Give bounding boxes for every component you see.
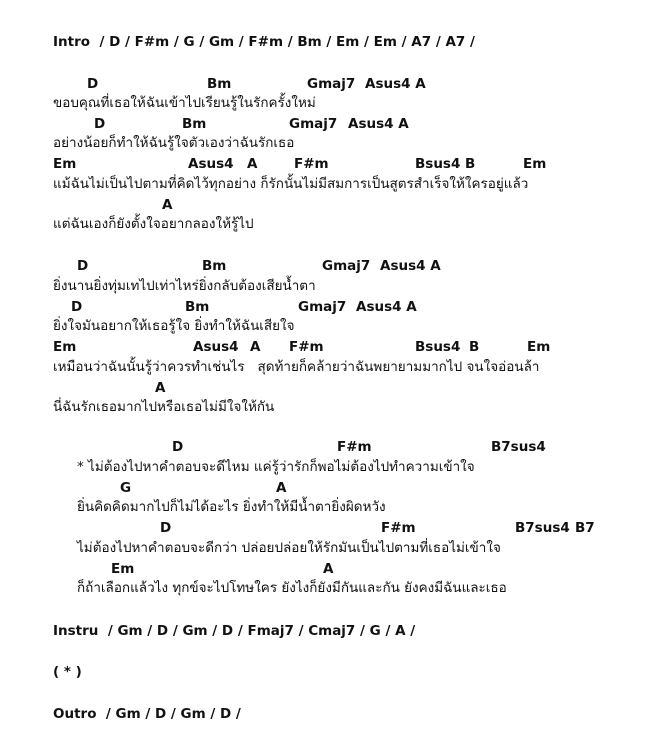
chord: B7sus4 <box>515 520 570 536</box>
chord: B7 <box>575 520 595 536</box>
chord: Bsus4 <box>415 339 461 355</box>
chord: A <box>155 380 166 396</box>
chord: Bm <box>185 299 210 315</box>
repeat-chorus-marker: ( * ) <box>53 664 82 680</box>
lyric-line: แม้ฉันไม่เป็นไปตามที่คิดไว้ทุกอย่าง ก็รักนั้นไม่มีสมการเป็นสูตรสำเร็จให้ใครอยู่แล้ว <box>53 176 529 192</box>
chord: D <box>172 439 184 455</box>
chord: Bm <box>207 76 232 92</box>
chord: A <box>276 480 287 496</box>
chord: Bsus4 <box>415 156 461 172</box>
chord: Gmaj7 <box>322 258 371 274</box>
chord: Em <box>111 561 135 577</box>
chord: Em <box>523 156 547 172</box>
lyric-line: แต่ฉันเองก็ยังตั้งใจอยากลองให้รู้ไป <box>53 216 254 232</box>
lyric-line: ไม่ต้องไปหาคำตอบจะดีกว่า ปล่อยปล่อยให้รักมันเป็นไปตามที่เธอไม่เข้าใจ <box>77 540 501 556</box>
chord: Em <box>527 339 551 355</box>
chord: B7sus4 <box>491 439 546 455</box>
lyric-line: ขอบคุณที่เธอให้ฉันเข้าไปเรียนรู้ในรักครั้งใหม่ <box>53 95 316 111</box>
chord: F#m <box>289 339 324 355</box>
chord: B <box>469 339 480 355</box>
outro-label: Outro <box>53 706 97 722</box>
instru-progression: / Gm / D / Gm / D / Fmaj7 / Cmaj7 / G / A / <box>107 623 416 639</box>
chord: F#m <box>381 520 416 536</box>
intro-line <box>53 36 475 50</box>
chord: Asus4 A <box>356 299 417 315</box>
chord: D <box>77 258 89 274</box>
outro-line <box>53 708 241 722</box>
chord: Asus4 A <box>380 258 441 274</box>
outro-progression: / Gm / D / Gm / D / <box>105 706 241 722</box>
chord: A <box>247 156 258 172</box>
lyric-line: ยิ่งใจมันอยากให้เธอรู้ใจ ยิ่งทำให้ฉันเสียใจ <box>53 318 295 334</box>
chord: D <box>160 520 172 536</box>
chord: Asus4 A <box>348 116 409 132</box>
chord: Gmaj7 <box>298 299 347 315</box>
intro-progression: / D / F#m / G / Gm / F#m / Bm / Em / Em / A7 / A7 / <box>99 34 475 50</box>
chord: D <box>87 76 99 92</box>
chord: Gmaj7 <box>289 116 338 132</box>
lyric-line: ยิ่งนานยิ่งทุ่มเทไปเท่าไหร่ยิ่งกลับต้องเสียน้ำตา <box>53 278 316 294</box>
lyric-line: * ไม่ต้องไปหาคำตอบจะดีไหม แค่รู้ว่ารักก็พอไม่ต้องไปทำความเข้าใจ <box>77 459 475 475</box>
chord: G <box>120 480 132 496</box>
chord: A <box>250 339 261 355</box>
chord: Bm <box>182 116 207 132</box>
chord: B <box>465 156 476 172</box>
chord: D <box>94 116 106 132</box>
lyric-line: นี่ฉันรักเธอมากไปหรือเธอไม่มีใจให้กัน <box>53 399 275 415</box>
instru-label: Instru <box>53 623 99 639</box>
chord: Em <box>53 156 77 172</box>
lyric-line: ยิ่นคิดคิดมากไปก็ไม่ได้อะไร ยิ่งทำให้มีน้ำตายิ่งผิดหวัง <box>77 499 386 515</box>
chord: F#m <box>337 439 372 455</box>
chord: A <box>323 561 334 577</box>
chord: D <box>71 299 83 315</box>
intro-label: Intro <box>53 34 91 50</box>
chord: Gmaj7 <box>307 76 356 92</box>
chord: F#m <box>294 156 329 172</box>
chord: Asus4 <box>188 156 234 172</box>
chord: Bm <box>202 258 227 274</box>
lyric-line: อย่างน้อยก็ทำให้ฉันรู้ใจตัวเองว่าฉันรักเธอ <box>53 135 295 151</box>
chord: A <box>162 197 173 213</box>
chord: Asus4 <box>193 339 239 355</box>
chord: Em <box>53 339 77 355</box>
chord: Asus4 A <box>365 76 426 92</box>
lyric-line: ก็ถ้าเลือกแล้วไง ทุกข์จะไปโทษใคร ยังไงก็ยังมีกันและกัน ยังคงมีฉันและเธอ <box>77 580 507 596</box>
instru-line <box>53 625 415 639</box>
lyric-line: เหมือนว่าฉันนั้นรู้ว่าควรทำเช่นไร สุดท้ายก็คล้ายว่าฉันพยายามมากไป จนใจอ่อนล้า <box>53 359 540 375</box>
